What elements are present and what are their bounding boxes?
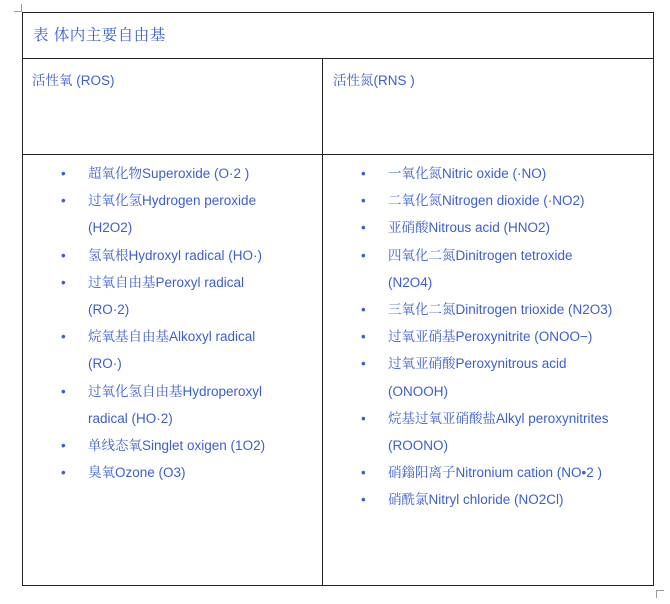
ros-item-text: 过氧化氢自由基Hydroperoxyl: [88, 383, 263, 399]
bullet-icon: •: [61, 193, 66, 209]
ros-column-header: 活性氧 (ROS): [32, 73, 115, 88]
rns-list-item: [338, 323, 653, 350]
rns-item-text: 硝鎓阳离子Nitronium cation (NO•2 ): [388, 465, 603, 481]
bullet-icon: •: [61, 383, 66, 399]
page-corner-mark-bottom-right: [656, 590, 664, 598]
rns-column-header: 活性氮(RNS ): [333, 73, 415, 88]
rns-list-item: [338, 296, 653, 323]
bullet-icon: •: [361, 492, 366, 508]
table-title: 表 体内主要自由基: [33, 27, 166, 44]
rns-item-text: 烷基过氧亚硝酸盐Alkyl peroxynitrites: [388, 410, 609, 426]
bullet-icon: •: [361, 465, 366, 481]
ros-list-item: [38, 160, 313, 187]
rns-item-text: 一氧化氮Nitric oxide (·NO): [388, 166, 547, 181]
rns-list-item: [338, 405, 653, 459]
rns-item-text: (ROONO): [388, 438, 448, 454]
ros-list-item: [38, 269, 313, 323]
rns-item-text: (N2O4): [388, 274, 433, 290]
ros-item-text: radical (HO·2): [88, 410, 173, 426]
ros-item-text: 臭氧Ozone (O3): [88, 465, 186, 481]
rns-list: [338, 160, 653, 514]
rns-item-text: 亚硝酸Nitrous acid (HNO2): [388, 220, 551, 236]
ros-item-text: 过氧化氢Hydrogen peroxide: [88, 193, 257, 209]
bullet-icon: •: [61, 329, 66, 345]
bullet-icon: •: [61, 438, 66, 454]
rns-item-text: 四氧化二氮Dinitrogen tetroxide: [388, 247, 573, 263]
ros-list-item: [38, 459, 313, 486]
rns-list-item: [338, 486, 653, 513]
page-corner-mark-top-left: [14, 4, 22, 12]
ros-list-item: [38, 187, 313, 241]
free-radicals-table: [22, 12, 654, 586]
ros-item-text: (H2O2): [88, 220, 133, 236]
bullet-icon: •: [61, 247, 66, 263]
column-divider: [322, 59, 323, 586]
bullet-icon: •: [361, 302, 366, 318]
ros-item-text: 超氧化物Superoxide (O·2 ): [88, 166, 250, 181]
ros-list-item: [38, 378, 313, 432]
rns-list-item: [338, 242, 653, 296]
ros-list-item: [38, 432, 313, 459]
bullet-icon: •: [361, 410, 366, 426]
table-header-row: [23, 59, 653, 155]
ros-list: [38, 160, 313, 486]
ros-item-text: (RO·2): [88, 302, 130, 318]
rns-item-text: 过氧亚硝基Peroxynitrite (ONOO−): [388, 329, 593, 345]
ros-item-text: 单线态氧Singlet oxigen (1O2): [88, 438, 266, 454]
ros-item-text: 过氧自由基Peroxyl radical: [88, 274, 245, 290]
ros-item-text: 氢氧根Hydroxyl radical (HO·): [88, 247, 263, 263]
table-title-row: [23, 13, 653, 59]
rns-item-text: 三氧化二氮Dinitrogen trioxide (N2O3): [388, 302, 613, 318]
bullet-icon: •: [61, 166, 66, 181]
rns-item-text: 过氧亚硝酸Peroxynitrous acid: [388, 356, 567, 372]
bullet-icon: •: [361, 193, 366, 209]
ros-item-text: 烷氧基自由基Alkoxyl radical: [88, 329, 256, 345]
rns-item-text: 二氧化氮Nitrogen dioxide (·NO2): [388, 193, 585, 209]
bullet-icon: •: [61, 465, 66, 481]
bullet-icon: •: [361, 247, 366, 263]
bullet-icon: •: [361, 166, 366, 181]
rns-item-text: (ONOOH): [388, 383, 448, 399]
rns-list-item: [338, 459, 653, 486]
bullet-icon: •: [361, 356, 366, 372]
rns-list-item: [338, 350, 653, 404]
bullet-icon: •: [361, 220, 366, 236]
rns-list-item: [338, 160, 653, 187]
bullet-icon: •: [361, 329, 366, 345]
ros-list-item: [38, 242, 313, 269]
bullet-icon: •: [61, 274, 66, 290]
rns-list-item: [338, 187, 653, 214]
rns-item-text: 硝酰氯Nitryl chloride (NO2Cl): [388, 492, 564, 508]
ros-list-item: [38, 323, 313, 377]
rns-list-item: [338, 214, 653, 241]
ros-item-text: (RO·): [88, 356, 122, 372]
